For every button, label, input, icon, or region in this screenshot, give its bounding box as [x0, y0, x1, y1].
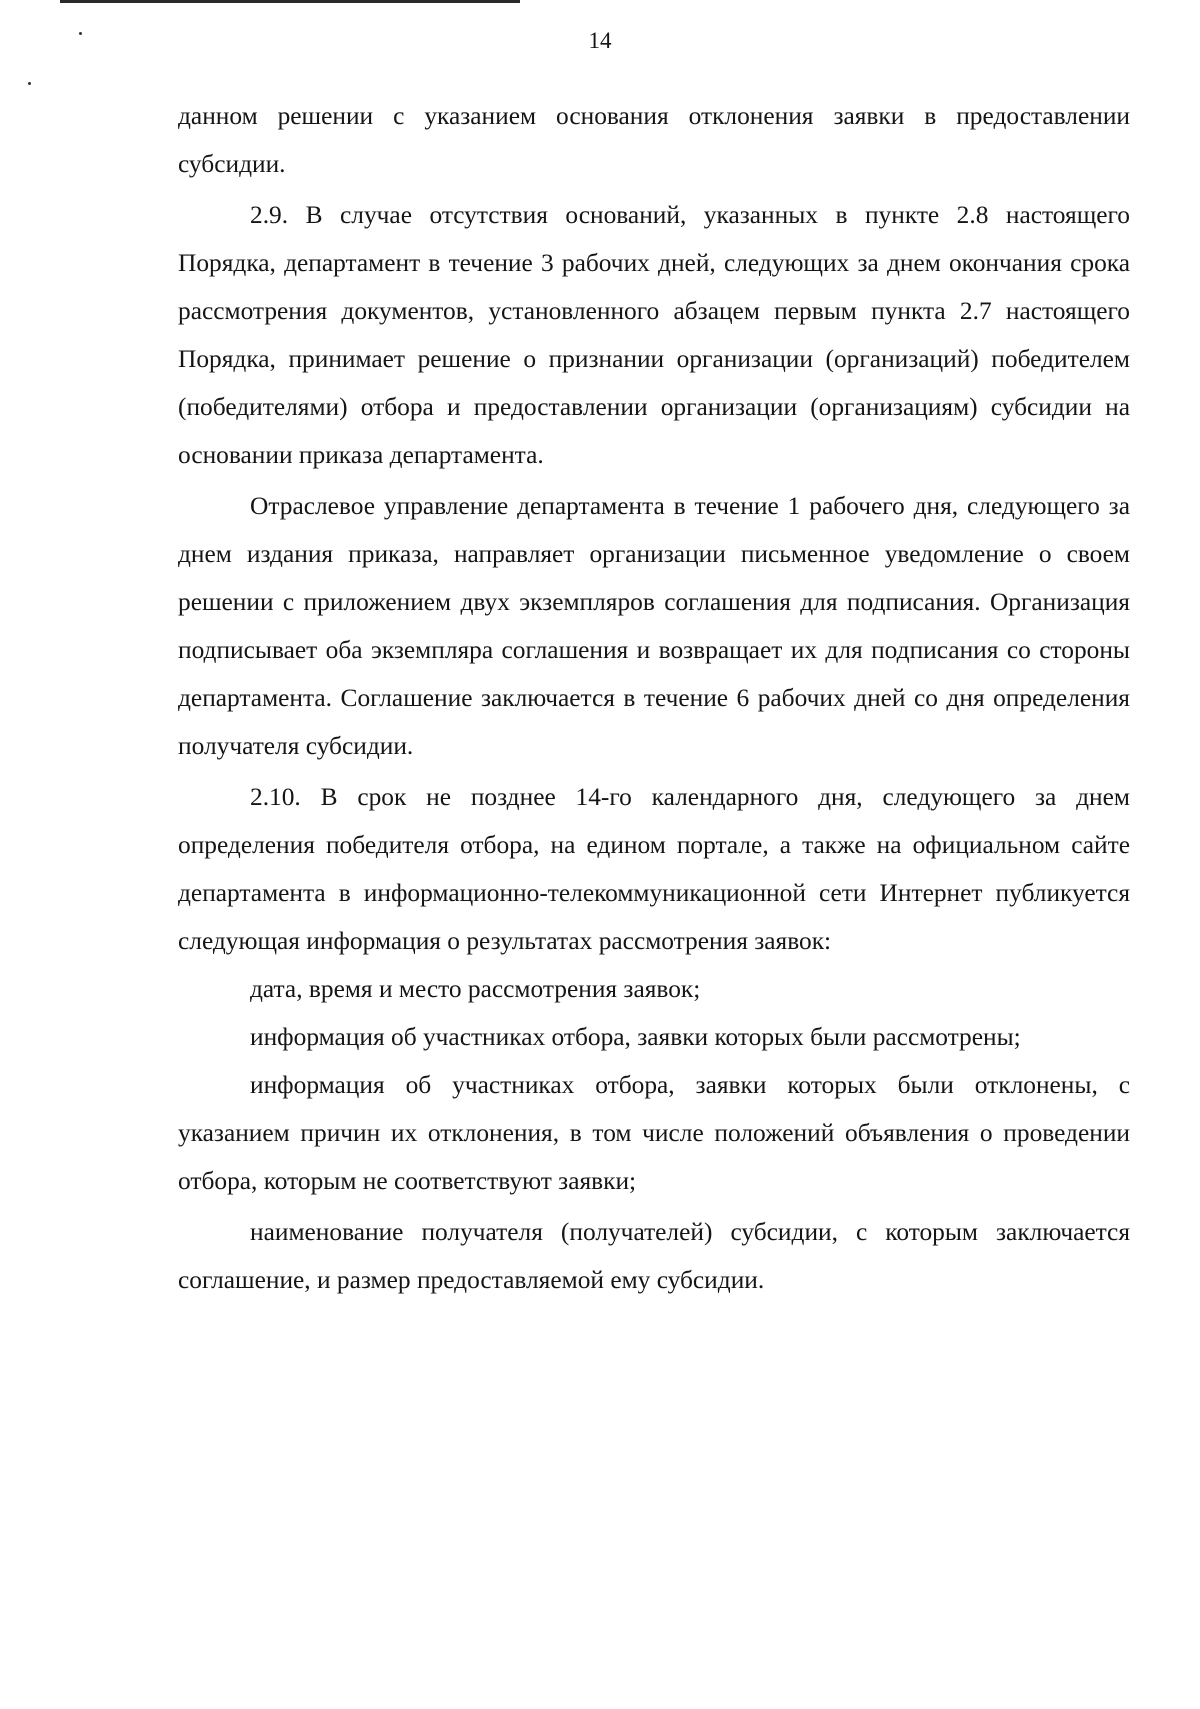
list-item-rejected: информация об участниках отбора, заявки которых были отклонены, с указанием причин их отклонения, в том числе положений объявления о проведении отбора, которым не соответствуют заявки;	[178, 1071, 1130, 1195]
list-item-recipient: наименование получателя (получателей) субсидии, с которым заключается соглашение, и размер предоставляемой ему субсидии.	[178, 1218, 1130, 1294]
scan-speck	[28, 82, 31, 85]
list-item-date: дата, время и место рассмотрения заявок;	[250, 975, 701, 1003]
paragraph-2-10: 2.10. В срок не позднее 14-го календарного дня, следующего за днем определения победителя отбора, на едином портале, а также на официальном сайте департамента в информационно-телекоммуникационной сети Интернет публикуется следующая информация о результатах рассмотрения заявок:	[178, 783, 1130, 955]
list-item-reviewed: информация об участниках отбора, заявки которых были рассмотрены;	[250, 1023, 1021, 1051]
paragraph-continuation: данном решении с указанием основания отклонения заявки в предоставлении субсидии.	[178, 102, 1130, 178]
paragraph-2-9: 2.9. В случае отсутствия оснований, указанных в пункте 2.8 настоящего Порядка, департамент в течение 3 рабочих дней, следующих за днем окончания срока рассмотрения документов, установленного абзацем первым пункта 2.7 настоящего Порядка, принимает решение о признании организации (организаций) победителем (победителями) отбора и предоставлении организации (организациям) субсидии на основании приказа департамента.	[178, 201, 1130, 469]
scan-edge-mark	[60, 0, 520, 3]
document-body	[178, 92, 1130, 1304]
page-number: 14	[588, 28, 612, 53]
paragraph-notification: Отраслевое управление департамента в течение 1 рабочего дня, следующего за днем издания приказа, направляет организации письменное уведомление о своем решении с приложением двух экземпляров соглашения для подписания. Организация подписывает оба экземпляра соглашения и возвращает их для подписания со стороны департамента. Соглашение заключается в течение 6 рабочих дней со дня определения получателя субсидии.	[178, 492, 1130, 760]
